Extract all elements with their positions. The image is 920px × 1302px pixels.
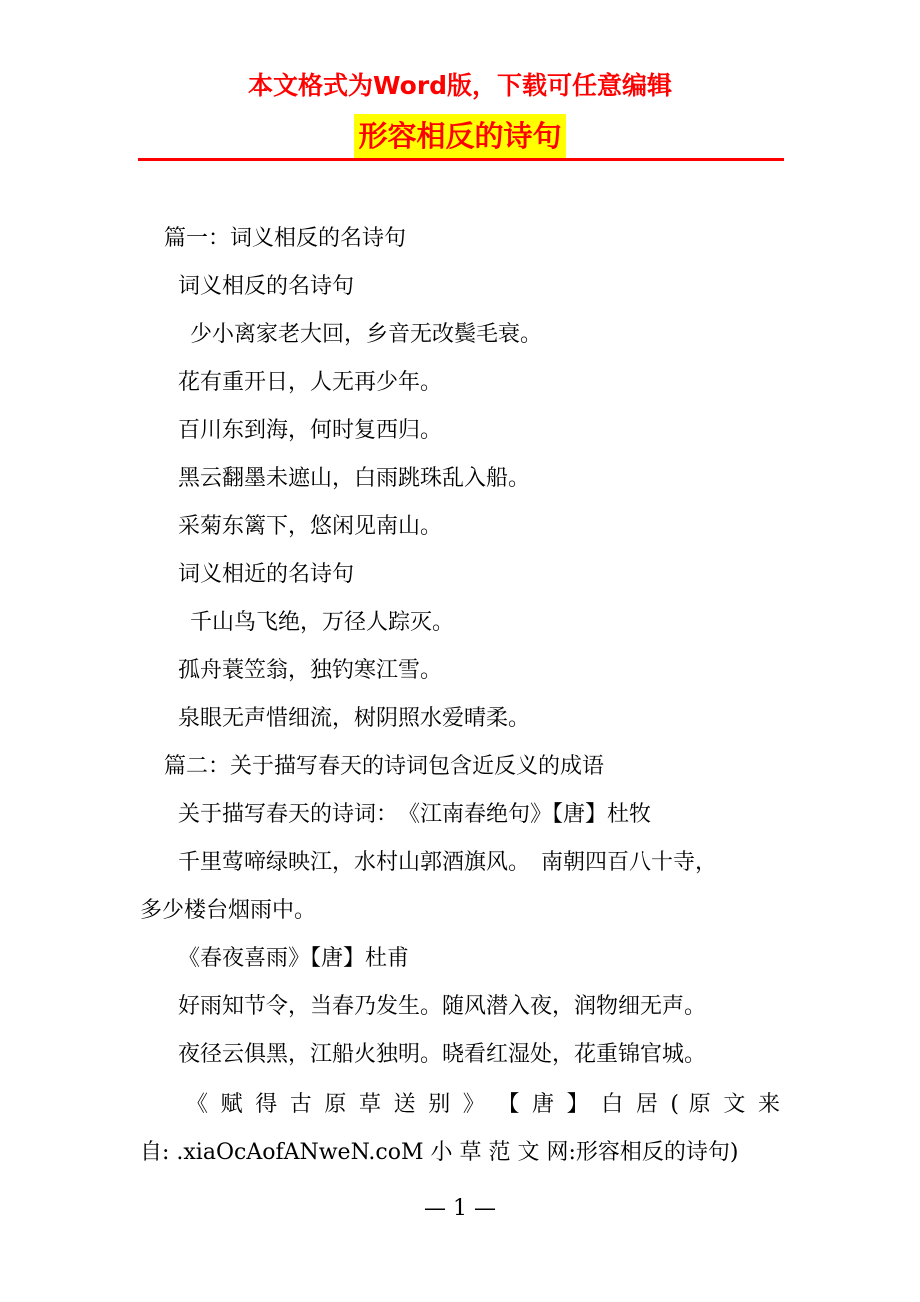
paragraph-line: 千里莺啼绿映江，水村山郭酒旗风。 南朝四百八十寺， [178,850,718,875]
poem-line: 花有重开日，人无再少年。 [178,370,443,395]
title-divider [138,158,784,161]
poem-line: 黑云翻墨未遮山，白雨跳珠乱入船。 [178,466,531,491]
download-note: 本文格式为Word版，下载可任意编辑 [247,71,673,100]
poem-title-spaced: 《 赋 得 古 原 草 送 别 》 【 唐 】 白 居 ( 原 文 来 [186,1092,780,1117]
paragraph-line: 关于描写春天的诗词： 《江南春绝句》【唐】杜牧 [178,802,652,827]
source-line: 自: .xiaOcAofANweN.coM 小 草 范 文 网:形容相反的诗句) [140,1140,739,1165]
poem-line: 少小离家老大回，乡音无改鬓毛衰。 [190,322,543,347]
subheading-synonym: 词义相近的名诗句 [178,562,355,587]
section-heading-2: 篇二：关于描写春天的诗词包含近反义的成语 [164,754,605,779]
poem-line: 采菊东篱下，悠闲见南山。 [178,514,443,539]
page-number: — 1 — [424,1196,496,1221]
paragraph-line: 多少楼台烟雨中。 [140,898,317,923]
poem-line: 泉眼无声惜细流，树阴照水爱晴柔。 [178,706,531,731]
poem-line: 千山鸟飞绝，万径人踪灭。 [190,610,455,635]
subheading-antonym: 词义相反的名诗句 [178,274,355,299]
section-heading-1: 篇一：词义相反的名诗句 [164,226,407,251]
poem-line: 夜径云俱黑，江船火独明。晓看红湿处，花重锦官城。 [178,1042,707,1067]
poem-line: 好雨知节令，当春乃发生。随风潜入夜，润物细无声。 [178,994,707,1019]
poem-line: 孤舟蓑笠翁，独钓寒江雪。 [178,658,443,683]
document-title: 形容相反的诗句 [354,114,565,158]
poem-title: 《春夜喜雨》【唐】杜甫 [178,946,410,971]
poem-line: 百川东到海，何时复西归。 [178,418,443,443]
title-wrap [0,114,920,158]
